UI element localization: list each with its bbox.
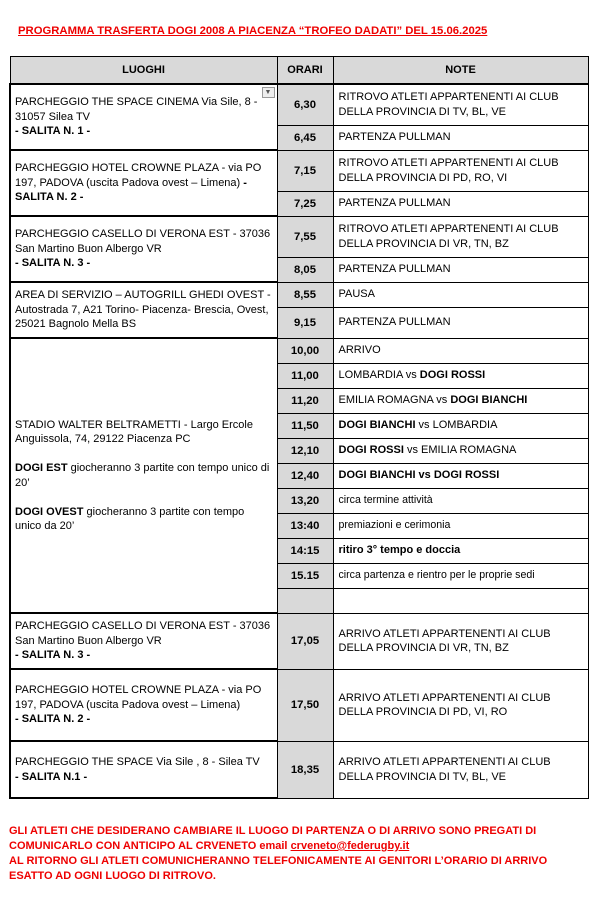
note-cell [333, 588, 588, 613]
time-cell: 15.15 [277, 563, 333, 588]
match-team: DOGI BIANCHI vs DOGI ROSSI [338, 469, 500, 482]
location-text: PARCHEGGIO CASELLO DI VERONA EST - 37036 San Martino Buon Albergo VR [15, 620, 271, 647]
note-cell: RITROVO ATLETI APPARTENENTI AI CLUB DELLA PROVINCIA DI PD, RO, VI [333, 150, 588, 191]
footer-line-1: GLI ATLETI CHE DESIDERANO CAMBIARE IL LUOGO DI PARTENZA O DI ARRIVO SONO PREGATI DI COMUNICARLO CON ANTICIPO AL CRVENETO email [9, 825, 537, 852]
match-text: LOMBARDIA vs [338, 369, 420, 382]
note-cell: ARRIVO ATLETI APPARTENENTI AI CLUB DELLA PROVINCIA DI VR, TN, BZ [333, 613, 588, 669]
header-orari: ORARI [277, 57, 333, 85]
time-cell: 13:40 [277, 513, 333, 538]
header-note: NOTE [333, 57, 588, 85]
note-cell [333, 538, 588, 563]
note-cell: RITROVO ATLETI APPARTENENTI AI CLUB DELLA PROVINCIA DI TV, BL, VE [333, 84, 588, 125]
salita-label: - SALITA N.1 - [15, 770, 88, 783]
note-cell: PAUSA [333, 282, 588, 307]
table-row [10, 84, 588, 125]
note-cell: ARRIVO ATLETI APPARTENENTI AI CLUB DELLA PROVINCIA DI PD, VI, RO [333, 669, 588, 741]
note-cell: circa termine attività [333, 488, 588, 513]
note-cell: PARTENZA PULLMAN [333, 257, 588, 282]
time-cell: 11,20 [277, 388, 333, 413]
time-cell: 6,30 [277, 84, 333, 125]
match-text: vs EMILIA ROMAGNA [403, 444, 517, 457]
note-cell: premiazioni e cerimonia [333, 513, 588, 538]
time-cell: 7,25 [277, 191, 333, 216]
table-row [10, 150, 588, 191]
time-cell: 13,20 [277, 488, 333, 513]
team-est-label: DOGI EST [15, 462, 68, 474]
salita-label: - SALITA N. 1 - [15, 125, 91, 138]
location-cell [10, 150, 277, 216]
team-ovest-text: giocheranno 3 partite con tempo unico da 20’ [15, 505, 245, 532]
location-text: PARCHEGGIO CASELLO DI VERONA EST - 37036 San Martino Buon Albergo VR [15, 228, 271, 255]
document-title: PROGRAMMA TRASFERTA DOGI 2008 A PIACENZA “TROFEO DADATI” DEL 15.06.2025 [18, 25, 488, 37]
table-row [10, 216, 588, 257]
match-cell [333, 363, 588, 388]
match-cell [333, 463, 588, 488]
email-link[interactable]: crveneto@federugby.it [290, 840, 410, 852]
schedule-table [9, 56, 589, 799]
note-cell: circa partenza e rientro per le proprie sedi [333, 563, 588, 588]
note-cell: ARRIVO ATLETI APPARTENENTI AI CLUB DELLA PROVINCIA DI TV, BL, VE [333, 741, 588, 798]
salita-label: - SALITA N. 2 - [15, 713, 91, 726]
dropdown-arrow-icon[interactable]: ▼ [262, 87, 275, 98]
note-cell: PARTENZA PULLMAN [333, 307, 588, 338]
table-row [10, 741, 588, 798]
match-team: DOGI ROSSI [419, 369, 486, 382]
header-luoghi: LUOGHI [10, 57, 277, 85]
match-cell [333, 413, 588, 438]
time-cell: 11,50 [277, 413, 333, 438]
location-text: PARCHEGGIO THE SPACE Via Sile , 8 - Silea TV [15, 756, 260, 768]
stadium-location-cell [10, 338, 277, 613]
location-cell [10, 84, 277, 150]
salita-label: - SALITA N. 3 - [15, 649, 91, 662]
time-cell: 7,55 [277, 216, 333, 257]
time-cell: 17,50 [277, 669, 333, 741]
match-team: DOGI ROSSI [338, 444, 404, 457]
location-cell [10, 613, 277, 669]
time-cell: 12,40 [277, 463, 333, 488]
table-header-row [10, 57, 588, 85]
team-ovest-label: DOGI OVEST [15, 505, 84, 518]
time-cell: 9,15 [277, 307, 333, 338]
table-row [10, 613, 588, 669]
match-cell [333, 388, 588, 413]
match-text: vs LOMBARDIA [415, 419, 498, 432]
note-text: ritiro 3° tempo e doccia [338, 544, 461, 557]
footer-notice [9, 824, 589, 884]
time-cell [277, 588, 333, 613]
note-cell: RITROVO ATLETI APPARTENENTI AI CLUB DELLA PROVINCIA DI VR, TN, BZ [333, 216, 588, 257]
time-cell: 17,05 [277, 613, 333, 669]
match-team: DOGI BIANCHI [450, 394, 528, 407]
location-text: PARCHEGGIO THE SPACE CINEMA Via Sile, 8 - 31057 Silea TV [15, 96, 258, 123]
table-row [10, 338, 588, 363]
location-cell [10, 216, 277, 282]
time-cell: 6,45 [277, 125, 333, 150]
time-cell: 10,00 [277, 338, 333, 363]
location-cell [10, 669, 277, 741]
time-cell: 18,35 [277, 741, 333, 798]
note-cell: ARRIVO [333, 338, 588, 363]
footer-line-2: AL RITORNO GLI ATLETI COMUNICHERANNO TELEFONICAMENTE AI GENITORI L’ORARIO DI ARRIVO ESATTO AD OGNI LUOGO DI RITROVO. [9, 855, 548, 882]
time-cell: 7,15 [277, 150, 333, 191]
location-text: PARCHEGGIO HOTEL CROWNE PLAZA - via PO 197, PADOVA (uscita Padova ovest – Limena) [15, 162, 262, 189]
time-cell: 14:15 [277, 538, 333, 563]
time-cell: 12,10 [277, 438, 333, 463]
table-row [10, 282, 588, 307]
time-cell: 8,55 [277, 282, 333, 307]
match-cell [333, 438, 588, 463]
team-est-text: giocheranno 3 partite con tempo unico di 20’ [15, 462, 270, 489]
table-row [10, 669, 588, 741]
note-cell: PARTENZA PULLMAN [333, 125, 588, 150]
location-text: STADIO WALTER BELTRAMETTI - Largo Ercole Anguissola, 74, 29122 Piacenza PC [15, 418, 253, 445]
salita-label: - SALITA N. 3 - [15, 257, 91, 270]
match-team: DOGI BIANCHI [338, 419, 416, 432]
note-cell: PARTENZA PULLMAN [333, 191, 588, 216]
time-cell: 11,00 [277, 363, 333, 388]
location-text: AREA DI SERVIZIO – AUTOGRILL GHEDI OVEST - Autostrada 7, A21 Torino- Piacenza- Brescia, Ovest, 25021 Bagnolo Mella BS [15, 289, 271, 331]
salita-label: - SALITA N. 2 - [15, 176, 247, 204]
time-cell: 8,05 [277, 257, 333, 282]
match-text: EMILIA ROMAGNA vs [338, 394, 451, 407]
location-cell [10, 741, 277, 798]
location-cell [10, 282, 277, 338]
location-text: PARCHEGGIO HOTEL CROWNE PLAZA - via PO 197, PADOVA (uscita Padova ovest – Limena) [15, 684, 262, 711]
